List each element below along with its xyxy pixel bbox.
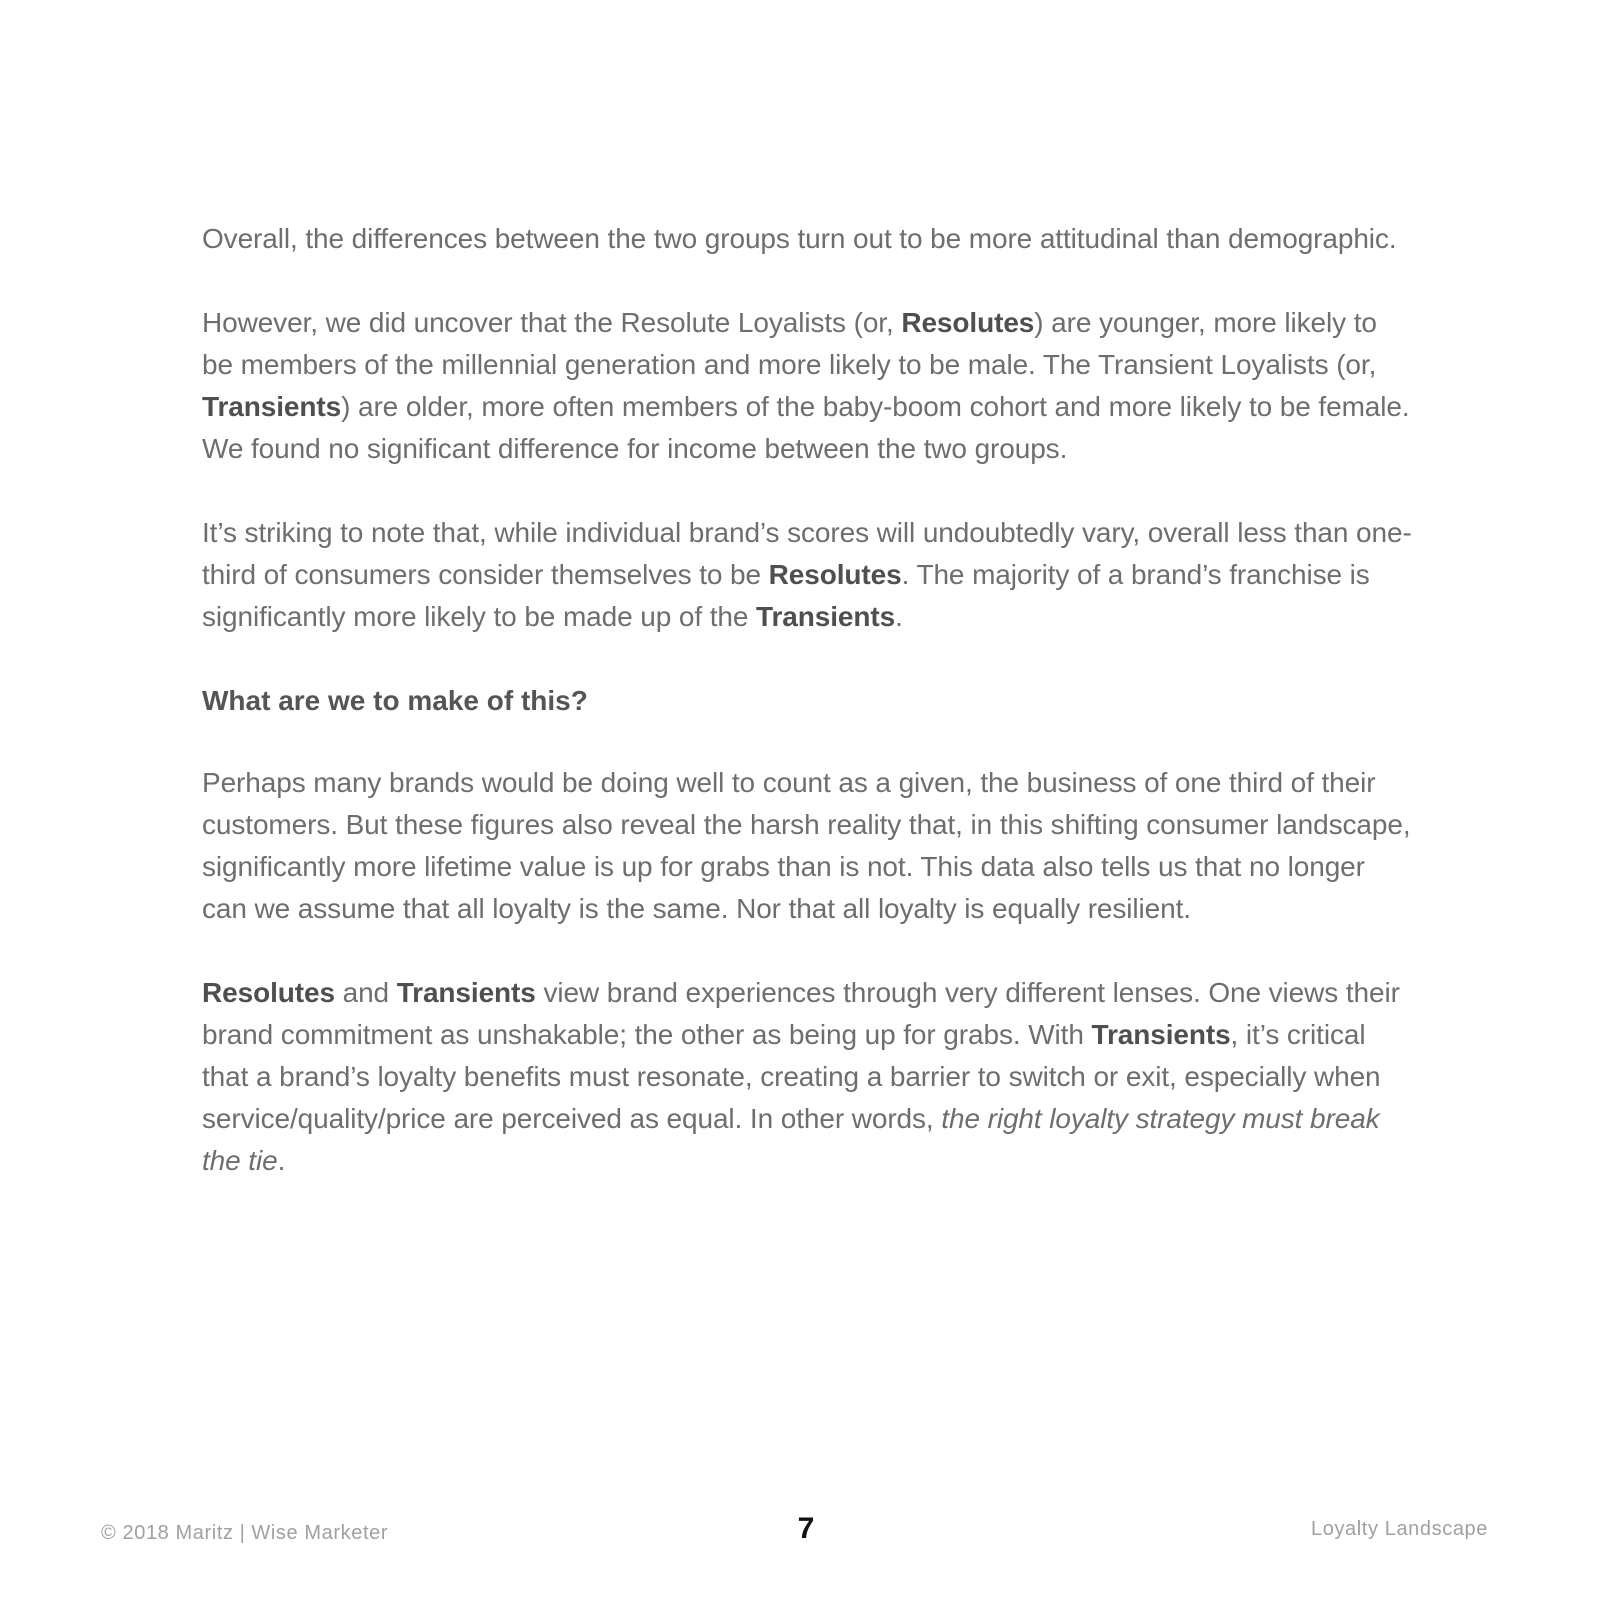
term-resolutes: Resolutes bbox=[202, 977, 335, 1008]
paragraph-striking-text-a: It’s striking to note that, while individual brand’s scores will undoubtedly vary, overall less than one-third of consumers consider themselves to be bbox=[202, 517, 1412, 590]
paragraph-perhaps-text: Perhaps many brands would be doing well to count as a given, the business of one third of their customers. But these figures also reveal the harsh reality that, in this shifting consumer landscape, significantly more lifetime value is up for grabs than is not. This data also tells us that no longer can we assume that all loyalty is the same. Nor that all loyalty is equally resilient. bbox=[202, 767, 1411, 924]
paragraph-perhaps bbox=[202, 762, 1412, 930]
paragraph-lenses-text-c: view brand experiences through very different lenses. One views their brand commitment as unshakable; the other as being up for grabs. With bbox=[202, 977, 1400, 1050]
paragraph-striking-text-c: . The majority of a brand’s franchise is significantly more likely to be made up of the bbox=[202, 559, 1370, 632]
paragraph-demographics-text-a: However, we did uncover that the Resolute Loyalists (or, bbox=[202, 307, 902, 338]
term-resolutes: Resolutes bbox=[768, 559, 902, 590]
paragraph-demographics-text-c: ) are younger, more likely to be members of the millennial generation and more likely to be male. The Transient Loyalists (or, bbox=[202, 307, 1377, 380]
page-number: 7 bbox=[797, 1512, 815, 1545]
paragraph-demographics-text-d: ) are older, more often members of the baby-boom cohort and more likely to be female. We found no significant difference for income between the two groups. bbox=[202, 391, 1410, 464]
paragraph-overall-text: Overall, the differences between the two groups turn out to be more attitudinal than demographic. bbox=[202, 223, 1397, 254]
paragraph-demographics bbox=[202, 302, 1412, 470]
paragraph-lenses-text-a: and bbox=[334, 977, 397, 1008]
paragraph-overall bbox=[202, 218, 1412, 260]
section-heading: What are we to make of this? bbox=[202, 685, 588, 716]
footer-credits bbox=[101, 1522, 388, 1545]
term-transients: Transients bbox=[1091, 1019, 1231, 1050]
footer-copyright: © 2018 Maritz bbox=[101, 1522, 234, 1544]
page-body bbox=[202, 218, 1412, 1224]
paragraph-lenses bbox=[202, 972, 1412, 1182]
term-resolutes: Resolutes bbox=[901, 307, 1035, 338]
emphasis-break-the-tie: the right loyalty strategy must break the tie bbox=[202, 1103, 1380, 1176]
footer-separator: | bbox=[239, 1522, 246, 1544]
footer-document-title: Loyalty Landscape bbox=[1311, 1518, 1488, 1540]
paragraph-striking bbox=[202, 512, 1412, 638]
paragraph-striking-text-d: . bbox=[895, 601, 903, 632]
term-transients: Transients bbox=[396, 977, 536, 1008]
paragraph-lenses-text-d: , it’s critical that a brand’s loyalty benefits must resonate, creating a barrier to switch or exit, especially when service/quality/price are perceived as equal. In other words, bbox=[202, 1019, 1381, 1134]
paragraph-lenses-text-e: . bbox=[277, 1145, 286, 1176]
term-transients: Transients bbox=[202, 391, 342, 422]
footer-publisher: Wise Marketer bbox=[251, 1522, 389, 1544]
term-transients: Transients bbox=[756, 601, 896, 632]
